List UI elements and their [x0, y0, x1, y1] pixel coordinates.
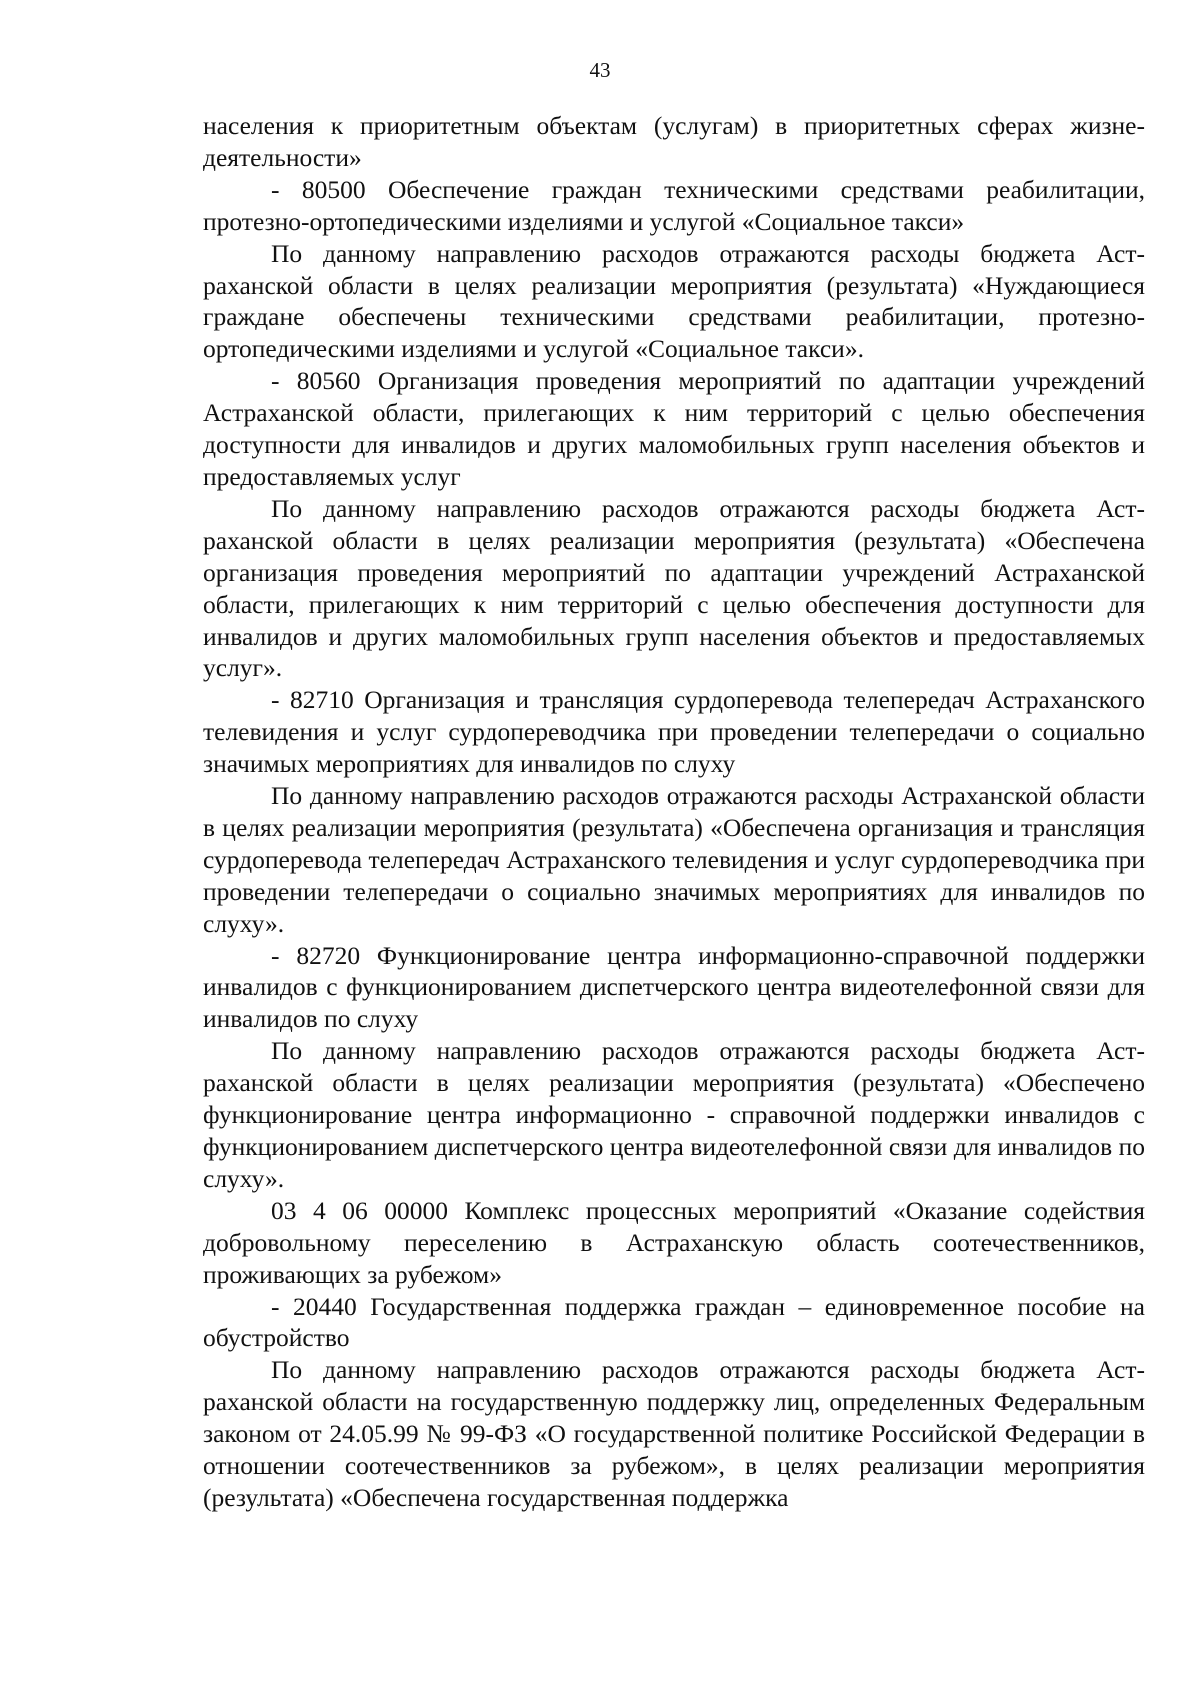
paragraph-2: - 80500 Обеспечение граждан техническими средствами реабилитации, протезно-ортопедическими изделиями и услугой «Социальное такси»: [203, 174, 1145, 236]
paragraph-1: населения к приоритетным объектам (услугам) в приоритетных сферах жизнедеятельности»: [203, 111, 1145, 172]
paragraph-8: - 82720 Функционирование центра информационно-справочной поддержки инвалидов с функционированием диспетчерского центра видеотелефонной связи для инвалидов по слуху: [203, 940, 1145, 1034]
paragraph-6: - 82710 Организация и трансляция сурдоперевода телепередач Астраханского телевидения и услуг сурдопереводчика при проведении телепередачи о социально значимых мероприятиях для инвалидов по слуху: [203, 685, 1145, 779]
paragraph-7: По данному направлению расходов отражаются расходы Астраханской области в целях реализации мероприятия (результата) «Обеспечена организация и трансляция сурдоперевода телепередач Астраханского телевидения и услуг сурдопереводчика при проведении телепередачи о социально значимых мероприятиях для инвалидов по слуху».: [203, 781, 1145, 938]
paragraph-5: По данному направлению расходов отражаются расходы бюджета Астраханской области в целях реализации мероприятия (результата) «Обеспечена организация проведения мероприятий по адаптации учреждений Астраханской области, прилегающих к ним территорий с целью обеспечения доступности для инвалидов и других маломобильных групп населения объектов и предоставляемых услуг».: [203, 493, 1145, 683]
paragraph-9: По данному направлению расходов отражаются расходы бюджета Астраханской области в целях реализации мероприятия (результата) «Обеспечено функционирование центра информационно - справочной поддержки инвалидов с функционированием диспетчерского центра видеотелефонной связи для инвалидов по слуху».: [203, 1036, 1145, 1193]
paragraph-3: По данному направлению расходов отражаются расходы бюджета Астраханской области в целях реализации мероприятия (результата) «Нуждающиеся граждане обеспечены техническими средствами реабилитации, протезноортопедическими изделиями и услугой «Социальное такси».: [203, 238, 1145, 364]
document-body: [203, 110, 1145, 1514]
paragraph-10: 03 4 06 00000 Комплекс процессных мероприятий «Оказание содействия добровольному переселению в Астраханскую область соотечественников, проживающих за рубежом»: [203, 1195, 1145, 1289]
paragraph-11: - 20440 Государственная поддержка граждан – единовременное пособие на обустройство: [203, 1291, 1145, 1353]
paragraph-4: - 80560 Организация проведения мероприятий по адаптации учреждений Астраханской области, прилегающих к ним территорий с целью обеспечения доступности для инвалидов и других маломобильных групп населения объектов и предоставляемых услуг: [203, 366, 1145, 491]
page-number: 43: [589, 58, 611, 82]
paragraph-12: По данному направлению расходов отражаются расходы бюджета Астраханской области на государственную поддержку лиц, определенных Федеральным законом от 24.05.99 № 99-ФЗ «О государственной политике Российской Федерации в отношении соотечественников за рубежом», в целях реализации мероприятия (результата) «Обеспечена государственная поддержка: [203, 1355, 1145, 1512]
